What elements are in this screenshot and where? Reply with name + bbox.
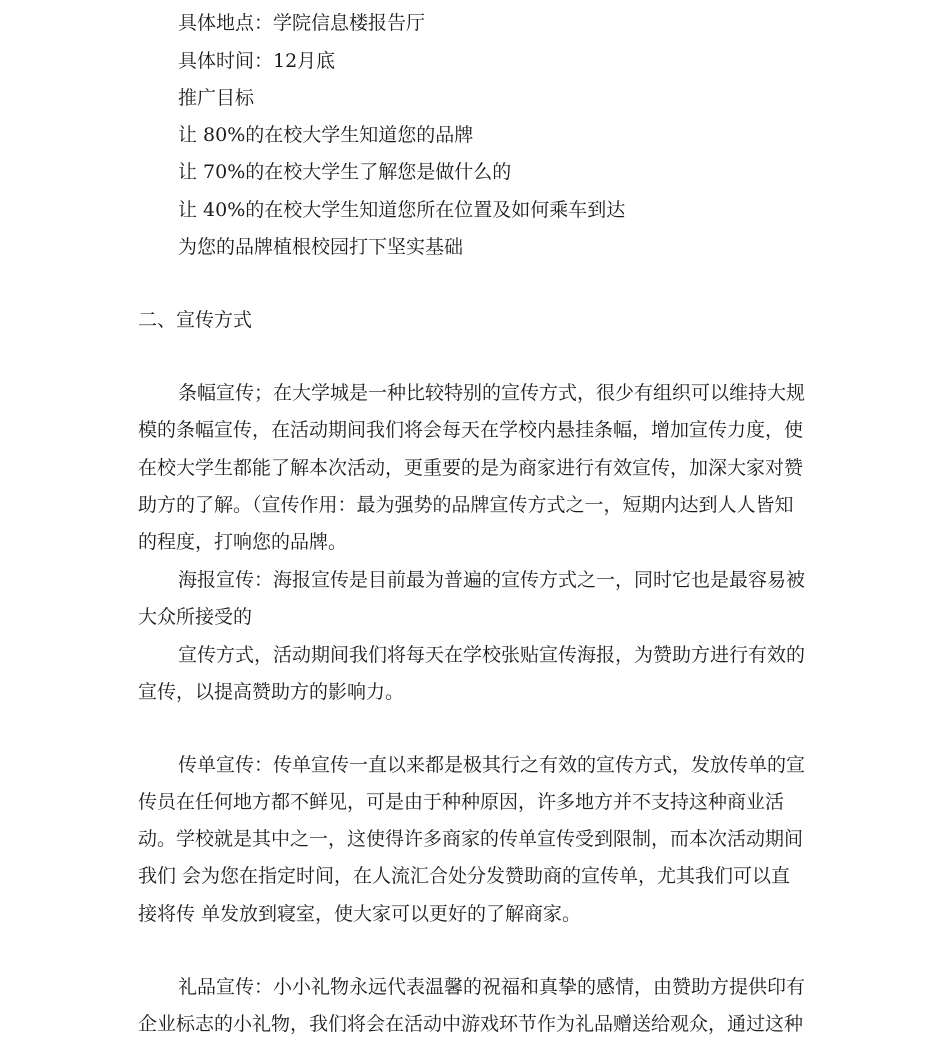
event-time: 具体时间：12月底 bbox=[178, 50, 336, 72]
goal-item: 让 70%的在校大学生了解您是做什么的 bbox=[178, 161, 512, 183]
poster-paragraph-line: 宣传，以提高赞助方的影响力。 bbox=[138, 681, 405, 703]
banner-paragraph-line: 在校大学生都能了解本次活动，更重要的是为商家进行有效宣传，加深大家对赞 bbox=[138, 457, 804, 479]
banner-paragraph-line: 条幅宣传；在大学城是一种比较特别的宣传方式，很少有组织可以维持大规 bbox=[178, 382, 806, 404]
gift-paragraph-line: 礼品宣传：小小礼物永远代表温馨的祝福和真挚的感情，由赞助方提供印有 bbox=[178, 976, 806, 998]
goal-heading: 推广目标 bbox=[178, 87, 255, 109]
leaflet-paragraph-line: 传员在任何地方都不鲜见，可是由于种种原因，许多地方并不支持这种商业活 bbox=[138, 791, 785, 813]
banner-paragraph-line: 助方的了解。（宣传作用：最为强势的品牌宣传方式之一，短期内达到人人皆知 bbox=[138, 494, 794, 516]
poster-paragraph-line: 宣传方式，活动期间我们将每天在学校张贴宣传海报，为赞助方进行有效的 bbox=[178, 644, 806, 666]
leaflet-paragraph-line: 接将传 单发放到寝室，使大家可以更好的了解商家。 bbox=[138, 903, 582, 925]
leaflet-paragraph-line: 我们 会为您在指定时间，在人流汇合处分发赞助商的宣传单，尤其我们可以直 bbox=[138, 865, 791, 887]
leaflet-paragraph-line: 传单宣传：传单宣传一直以来都是极其行之有效的宣传方式，发放传单的宣 bbox=[178, 754, 806, 776]
goal-item: 为您的品牌植根校园打下坚实基础 bbox=[178, 236, 464, 258]
section-heading: 二、宣传方式 bbox=[138, 309, 253, 331]
leaflet-paragraph-line: 动。学校就是其中之一，这使得许多商家的传单宣传受到限制，而本次活动期间 bbox=[138, 828, 804, 850]
banner-paragraph-line: 的程度，打响您的品牌。 bbox=[138, 531, 348, 553]
gift-paragraph-line: 企业标志的小礼物，我们将会在活动中游戏环节作为礼品赠送给观众，通过这种 bbox=[138, 1013, 804, 1035]
poster-paragraph-line: 大众所接受的 bbox=[138, 606, 253, 628]
event-location: 具体地点：学院信息楼报告厅 bbox=[178, 12, 426, 34]
poster-paragraph-line: 海报宣传：海报宣传是目前最为普遍的宣传方式之一，同时它也是最容易被 bbox=[178, 569, 806, 591]
banner-paragraph-line: 模的条幅宣传，在活动期间我们将会每天在学校内悬挂条幅，增加宣传力度，使 bbox=[138, 419, 804, 441]
goal-item: 让 80%的在校大学生知道您的品牌 bbox=[178, 124, 474, 146]
goal-item: 让 40%的在校大学生知道您所在位置及如何乘车到达 bbox=[178, 199, 626, 221]
